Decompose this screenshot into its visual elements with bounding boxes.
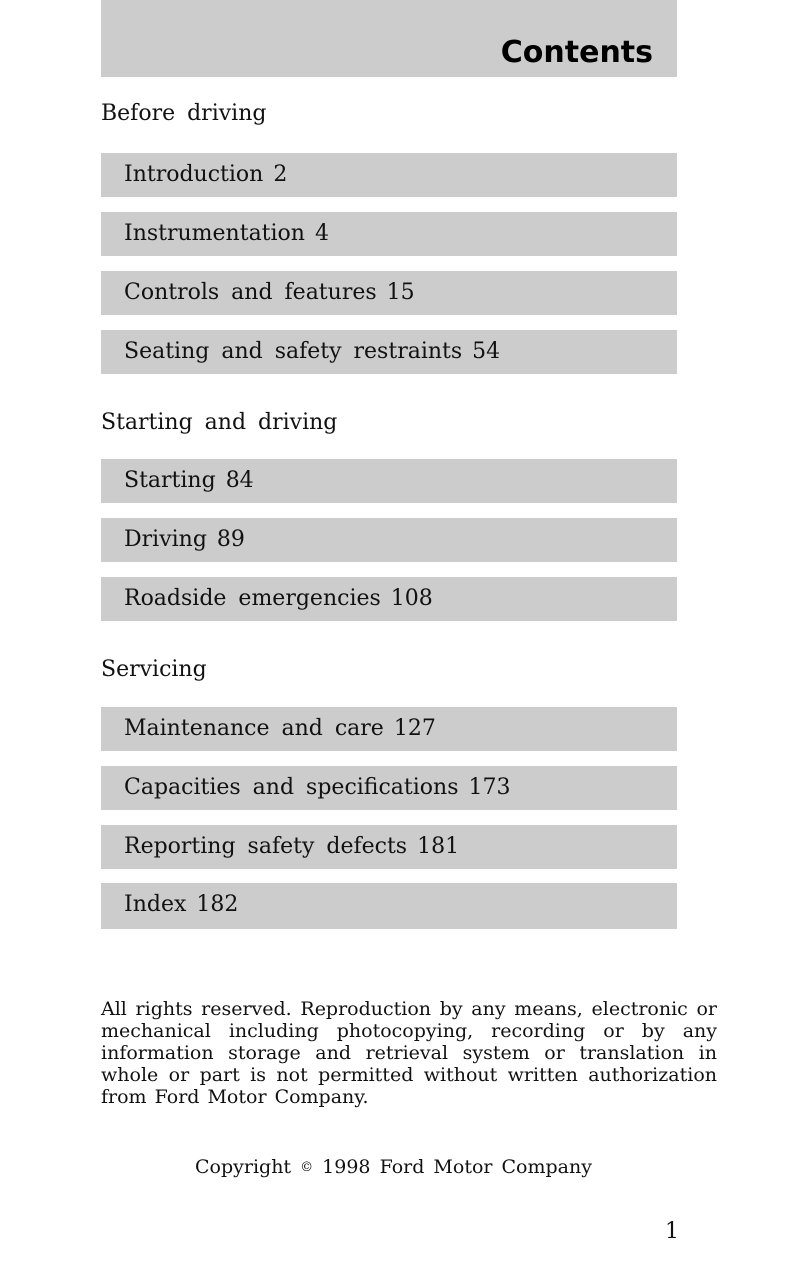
- toc-item-label: [124, 338, 500, 366]
- toc-item-page: 84: [225, 468, 254, 493]
- toc-item-label: [124, 774, 511, 802]
- toc-item-reporting-safety-defects[interactable]: [101, 825, 677, 869]
- toc-item-page: 54: [472, 339, 501, 364]
- toc-item-title: Seating and safety restraints: [124, 339, 463, 364]
- toc-item-starting[interactable]: [101, 459, 677, 503]
- toc-item-title: Capacities and specifications: [124, 775, 459, 800]
- toc-item-roadside-emergencies[interactable]: [101, 577, 677, 621]
- toc-item-instrumentation[interactable]: [101, 212, 677, 256]
- copyright-symbol: ©: [300, 1160, 314, 1175]
- toc-item-title: Introduction: [124, 162, 264, 187]
- page-title: Contents: [500, 35, 653, 70]
- toc-item-index[interactable]: [101, 883, 677, 929]
- toc-item-label: [124, 161, 287, 189]
- copyright-line: [195, 1154, 592, 1181]
- toc-item-page: 15: [386, 280, 415, 305]
- toc-item-label: [124, 585, 433, 613]
- toc-item-page: 2: [273, 162, 288, 187]
- section-heading-before-driving: Before driving: [101, 101, 267, 126]
- toc-item-title: Maintenance and care: [124, 716, 384, 741]
- toc-item-label: [124, 526, 245, 554]
- toc-item-label: [124, 220, 329, 248]
- toc-item-title: Driving: [124, 527, 207, 552]
- toc-item-driving[interactable]: [101, 518, 677, 562]
- toc-item-label: [124, 833, 459, 861]
- toc-item-title: Starting: [124, 468, 216, 493]
- section-heading-servicing: Servicing: [101, 657, 207, 682]
- page-number: 1: [665, 1219, 679, 1244]
- toc-item-title: Reporting safety defects: [124, 834, 408, 859]
- toc-item-controls-and-features[interactable]: [101, 271, 677, 315]
- toc-item-page: 181: [417, 834, 460, 859]
- copyright-text: 1998 Ford Motor Company: [322, 1156, 592, 1178]
- copyright-prefix: Copyright: [195, 1156, 292, 1178]
- toc-item-label: [124, 279, 415, 307]
- toc-item-title: Roadside emergencies: [124, 586, 381, 611]
- toc-item-title: Index: [124, 892, 187, 917]
- toc-item-page: 4: [314, 221, 329, 246]
- toc-item-label: [124, 715, 436, 743]
- toc-item-page: 173: [468, 775, 511, 800]
- toc-item-page: 108: [390, 586, 433, 611]
- contents-header-bar: [101, 0, 677, 77]
- toc-item-seating-and-safety-restraints[interactable]: [101, 330, 677, 374]
- toc-item-introduction[interactable]: [101, 153, 677, 197]
- toc-item-page: 89: [216, 527, 245, 552]
- section-heading-starting-and-driving: Starting and driving: [101, 410, 338, 435]
- toc-item-page: 182: [196, 892, 239, 917]
- toc-item-label: [124, 891, 238, 919]
- toc-item-title: Instrumentation: [124, 221, 305, 246]
- toc-item-label: [124, 467, 254, 495]
- toc-item-capacities-and-specifications[interactable]: [101, 766, 677, 810]
- rights-notice: All rights reserved. Reproduction by any means, electronic or mechanical including photocopying, recording or by any information storage and retrieval system or translation in whole or part is not permitted without written authorization from Ford Motor Company.: [101, 998, 717, 1108]
- toc-item-title: Controls and features: [124, 280, 377, 305]
- toc-item-page: 127: [393, 716, 436, 741]
- toc-item-maintenance-and-care[interactable]: [101, 707, 677, 751]
